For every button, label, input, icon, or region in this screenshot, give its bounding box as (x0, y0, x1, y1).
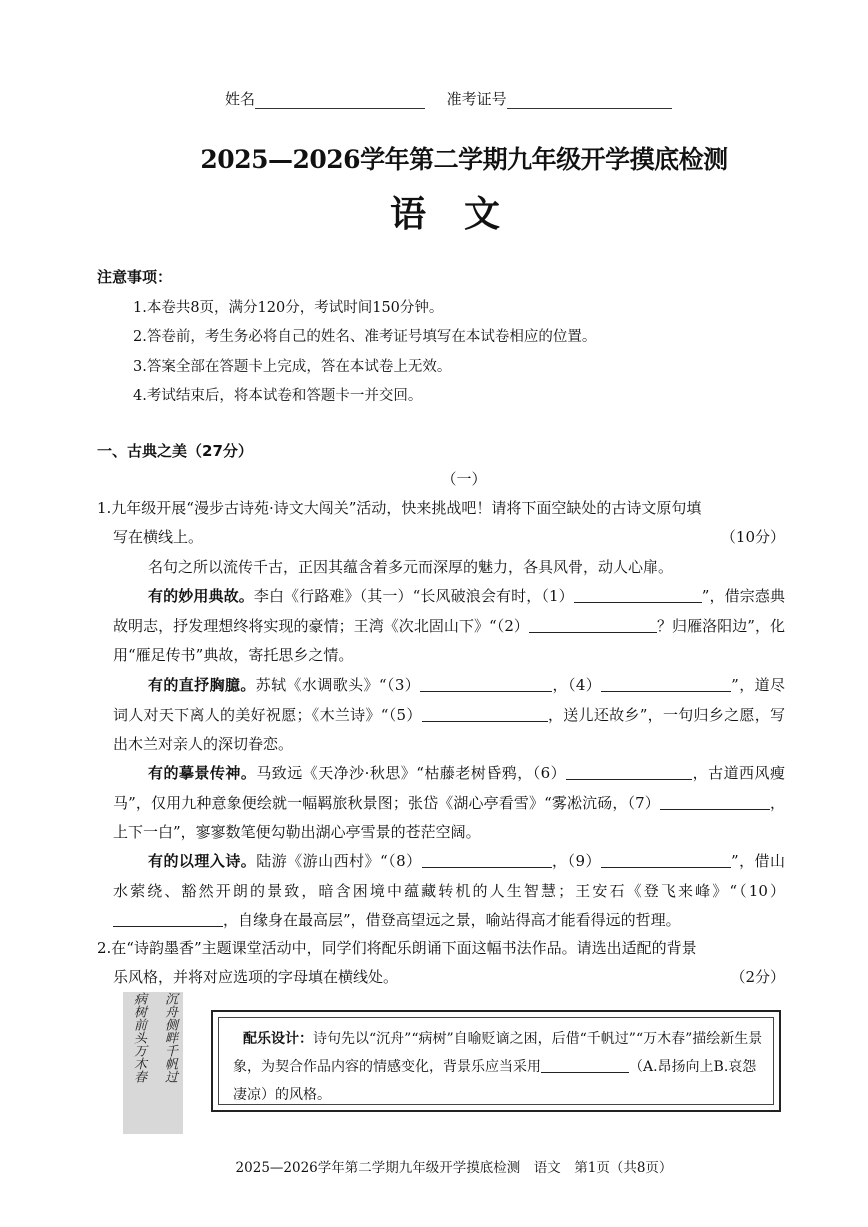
q1-stem-line2: 写在横线上。 (113, 528, 204, 546)
paragraph-text: ，古道西风瘦马”，仅用九种意象便绘就一幅羁旅秋景图；张岱《湖心亭看雪》“雾凇沆砀，（7） (113, 764, 785, 812)
music-design-box (211, 1010, 781, 1112)
calligraphy-image (123, 992, 183, 1134)
page-footer: 2025—2026学年第二学期九年级开学摸底检测 语文 第1页（共8页） (235, 1160, 673, 1176)
paragraph-text: ，（4） (552, 676, 602, 694)
blank-3[interactable] (420, 674, 552, 692)
q1-paragraph-scenery (113, 759, 785, 848)
q1-stem-line1: 1.九年级开展“漫步古诗苑·诗文大闯关”活动，快来挑战吧！请将下面空缺处的古诗文原句填 (97, 499, 702, 517)
blank-4[interactable] (601, 674, 731, 692)
paragraph-lead: 有的以理入诗。 (148, 852, 257, 870)
section-heading: 一、古典之美（27分） (97, 442, 253, 460)
calligraphy-right-column: 沉舟侧畔千帆过 (162, 992, 177, 1083)
blank-5[interactable] (422, 704, 548, 722)
notice-heading: 注意事项： (97, 268, 173, 286)
blank-8[interactable] (422, 850, 552, 868)
paragraph-text: ”，借宗悫典故明志，抒发理想终将实现的豪情；王湾《次北固山下》“（2） (113, 587, 785, 635)
paragraph-text: ？归雁洛阳边”，化用“雁足传书”典故，寄托思乡之情。 (113, 616, 786, 664)
q1-paragraph-allusion (113, 582, 785, 671)
paragraph-text: ，上下一白”，寥寥数笔便勾勒出湖心亭雪景的苍茫空阔。 (113, 793, 785, 841)
exam-number-blank (507, 108, 672, 109)
paragraph-text: 马致远《天净沙·秋思》“枯藤老树昏鸦，（6） (256, 764, 567, 782)
notice-item: 1.本卷共8页，满分120分，考试时间150分钟。 (133, 300, 444, 316)
blank-6[interactable] (566, 762, 692, 780)
name-blank (255, 108, 425, 109)
q1-score: （10分） (720, 528, 785, 546)
exam-number-label: 准考证号 (446, 90, 507, 108)
box-text: 诗句先以“沉舟”“病树”自喻贬谪之困，后借“千帆过”“万木春”描绘新生景象，为契合作品内容的情感变化，背景乐应当采用 (233, 1031, 763, 1075)
paragraph-lead: 有的直抒胸臆。 (148, 676, 256, 694)
q2-answer-blank[interactable] (541, 1055, 629, 1073)
q1-intro: 名句之所以流传千古，正因其蕴含着多元而深厚的魅力，各具风骨，动人心扉。 (148, 558, 674, 576)
box-lead: 配乐设计： (243, 1031, 313, 1047)
paragraph-text: 李白《行路难》（其一）“长风破浪会有时，（1） (253, 587, 574, 605)
music-design-text (218, 1017, 774, 1105)
q2-stem-line1: 2.在“诗韵墨香”主题课堂活动中，同学们将配乐朗诵下面这幅书法作品。请选出适配的背景 (97, 939, 697, 957)
paragraph-text: ”，道尽词人对天下离人的美好祝愿；《木兰诗》“（5） (113, 676, 785, 724)
paragraph-lead: 有的妙用典故。 (148, 587, 254, 605)
paragraph-text: 陆游《游山西村》“（8） (256, 852, 422, 870)
q1-paragraph-reason (113, 847, 785, 936)
exam-title: 2025—2026学年第二学期九年级开学摸底检测 (200, 145, 728, 174)
notice-item: 4.考试结束后，将本试卷和答题卡一并交回。 (133, 388, 423, 404)
candidate-info-line (225, 88, 672, 109)
paragraph-text: ，（9） (551, 852, 601, 870)
q1-paragraph-feeling (113, 671, 785, 760)
box-options: （A.昂扬向上B.哀怨凄凉）的风格。 (233, 1059, 757, 1103)
paragraph-text: ，自缘身在最高层”，借登高望远之景，喻站得高才能看得远的哲理。 (223, 911, 681, 929)
notice-item: 3.答案全部在答题卡上完成，答在本试卷上无效。 (133, 359, 452, 375)
paragraph-text: ”，借山水萦绕、豁然开朗的景致，暗含困境中蕴藏转机的人生智慧；王安石《登飞来峰》“（10） (113, 852, 786, 900)
q2-stem-line2: 乐风格，并将对应选项的字母填在横线处。 (113, 968, 399, 986)
q2-score: （2分） (730, 968, 785, 986)
blank-7[interactable] (660, 792, 770, 810)
subject-title: 语文 (389, 193, 538, 235)
paragraph-text: 苏轼《水调歌头》“（3） (255, 676, 421, 694)
paragraph-lead: 有的摹景传神。 (148, 764, 257, 782)
notice-item: 2.答卷前，考生务必将自己的姓名、准考证号填写在本试卷相应的位置。 (133, 329, 597, 345)
part-label: （一） (441, 470, 487, 488)
blank-10[interactable] (113, 909, 223, 927)
calligraphy-left-column: 病树前头万木春 (131, 992, 146, 1083)
blank-9[interactable] (601, 850, 731, 868)
name-label: 姓名 (225, 90, 256, 108)
paragraph-text: ，送儿还故乡”，一句归乡之愿，写出木兰对亲人的深切眷恋。 (113, 705, 786, 753)
blank-1[interactable] (574, 585, 702, 603)
blank-2[interactable] (529, 615, 657, 633)
